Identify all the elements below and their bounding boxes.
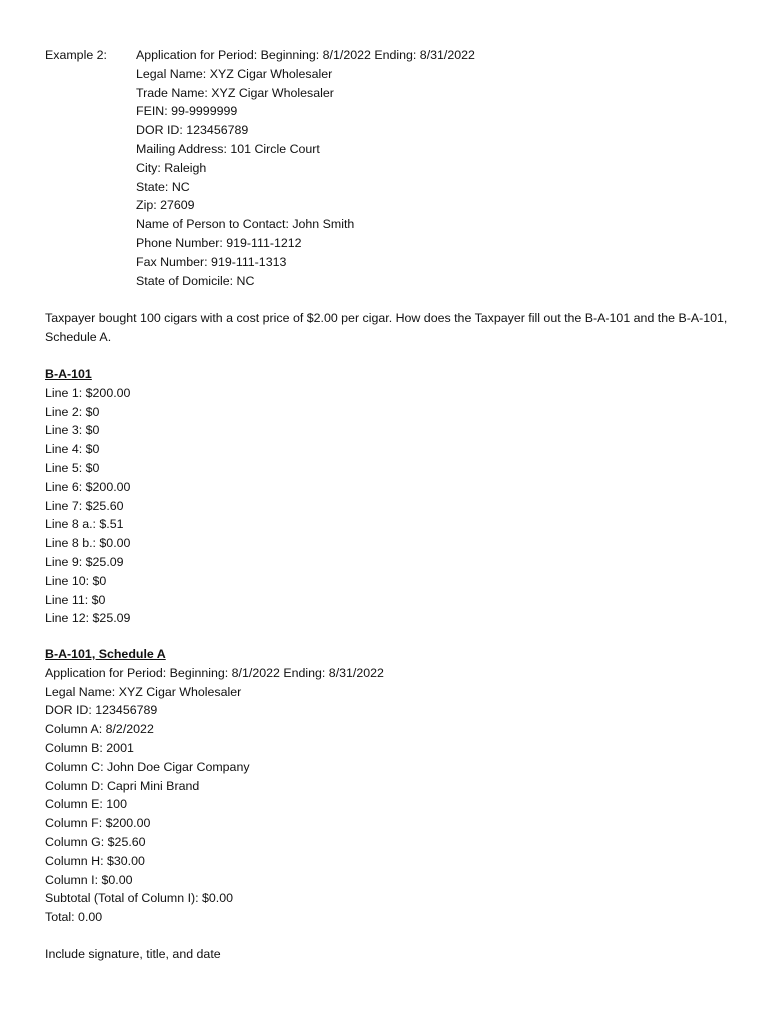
schedule-a-line: Column F: $200.00	[45, 816, 151, 831]
example-line-phone: Phone Number: 919-111-1212	[136, 235, 302, 250]
schedule-a-line: Subtotal (Total of Column I): $0.00	[45, 891, 234, 906]
schedule-a-line: DOR ID: 123456789	[45, 703, 158, 718]
example-line-period: Application for Period: Beginning: 8/1/2022 Ending: 8/31/2022	[136, 48, 475, 62]
ba101-line: Line 10: $0	[45, 573, 107, 588]
example-line-mailing-address: Mailing Address: 101 Circle Court	[136, 141, 320, 156]
example-line-zip: Zip: 27609	[136, 198, 195, 213]
example-line-legal-name: Legal Name: XYZ Cigar Wholesaler	[136, 66, 333, 81]
ba101-line: Line 4: $0	[45, 442, 100, 457]
example-details	[136, 46, 475, 290]
schedule-a-line: Legal Name: XYZ Cigar Wholesaler	[45, 684, 242, 699]
schedule-a-line: Column A: 8/2/2022	[45, 722, 154, 737]
ba101-line: Line 8 a.: $.51	[45, 517, 124, 532]
example-line-city: City: Raleigh	[136, 160, 207, 175]
ba101-line: Line 3: $0	[45, 423, 100, 438]
ba101-line: Line 5: $0	[45, 460, 100, 475]
ba101-line: Line 2: $0	[45, 404, 100, 419]
example-line-trade-name: Trade Name: XYZ Cigar Wholesaler	[136, 85, 334, 100]
question-paragraph: Taxpayer bought 100 cigars with a cost price of $2.00 per cigar. How does the Taxpayer fill out the B-A-101 and the B-A-101, Schedule A.	[45, 311, 728, 344]
example-line-domicile: State of Domicile: NC	[136, 273, 255, 288]
schedule-a-line: Column G: $25.60	[45, 834, 146, 849]
schedule-a-line: Column C: John Doe Cigar Company	[45, 759, 250, 774]
example-line-fein: FEIN: 99-9999999	[136, 104, 238, 119]
ba101-line: Line 6: $200.00	[45, 479, 131, 494]
closing-instruction: Include signature, title, and date	[45, 947, 221, 961]
schedule-a-heading: B-A-101, Schedule A	[45, 647, 166, 661]
example-label: Example 2:	[45, 48, 107, 62]
ba101-line: Line 7: $25.60	[45, 498, 124, 513]
ba101-section	[45, 365, 735, 628]
example-line-contact: Name of Person to Contact: John Smith	[136, 217, 355, 232]
ba101-line: Line 8 b.: $0.00	[45, 536, 131, 551]
schedule-a-line: Application for Period: Beginning: 8/1/2022 Ending: 8/31/2022	[45, 665, 384, 680]
schedule-a-line: Column E: 100	[45, 797, 127, 812]
example-line-fax: Fax Number: 919-111-1313	[136, 254, 287, 269]
ba101-line: Line 1: $200.00	[45, 385, 131, 400]
example-line-state: State: NC	[136, 179, 190, 194]
schedule-a-section	[45, 645, 735, 927]
example-line-dor-id: DOR ID: 123456789	[136, 123, 249, 138]
ba101-line: Line 11: $0	[45, 592, 106, 607]
ba101-line: Line 12: $25.09	[45, 611, 131, 626]
ba101-line: Line 9: $25.09	[45, 554, 124, 569]
schedule-a-line: Column H: $30.00	[45, 853, 145, 868]
schedule-a-line: Column I: $0.00	[45, 872, 133, 887]
schedule-a-line: Column D: Capri Mini Brand	[45, 778, 200, 793]
ba101-heading: B-A-101	[45, 367, 92, 381]
schedule-a-line: Total: 0.00	[45, 910, 103, 925]
schedule-a-line: Column B: 2001	[45, 740, 134, 755]
